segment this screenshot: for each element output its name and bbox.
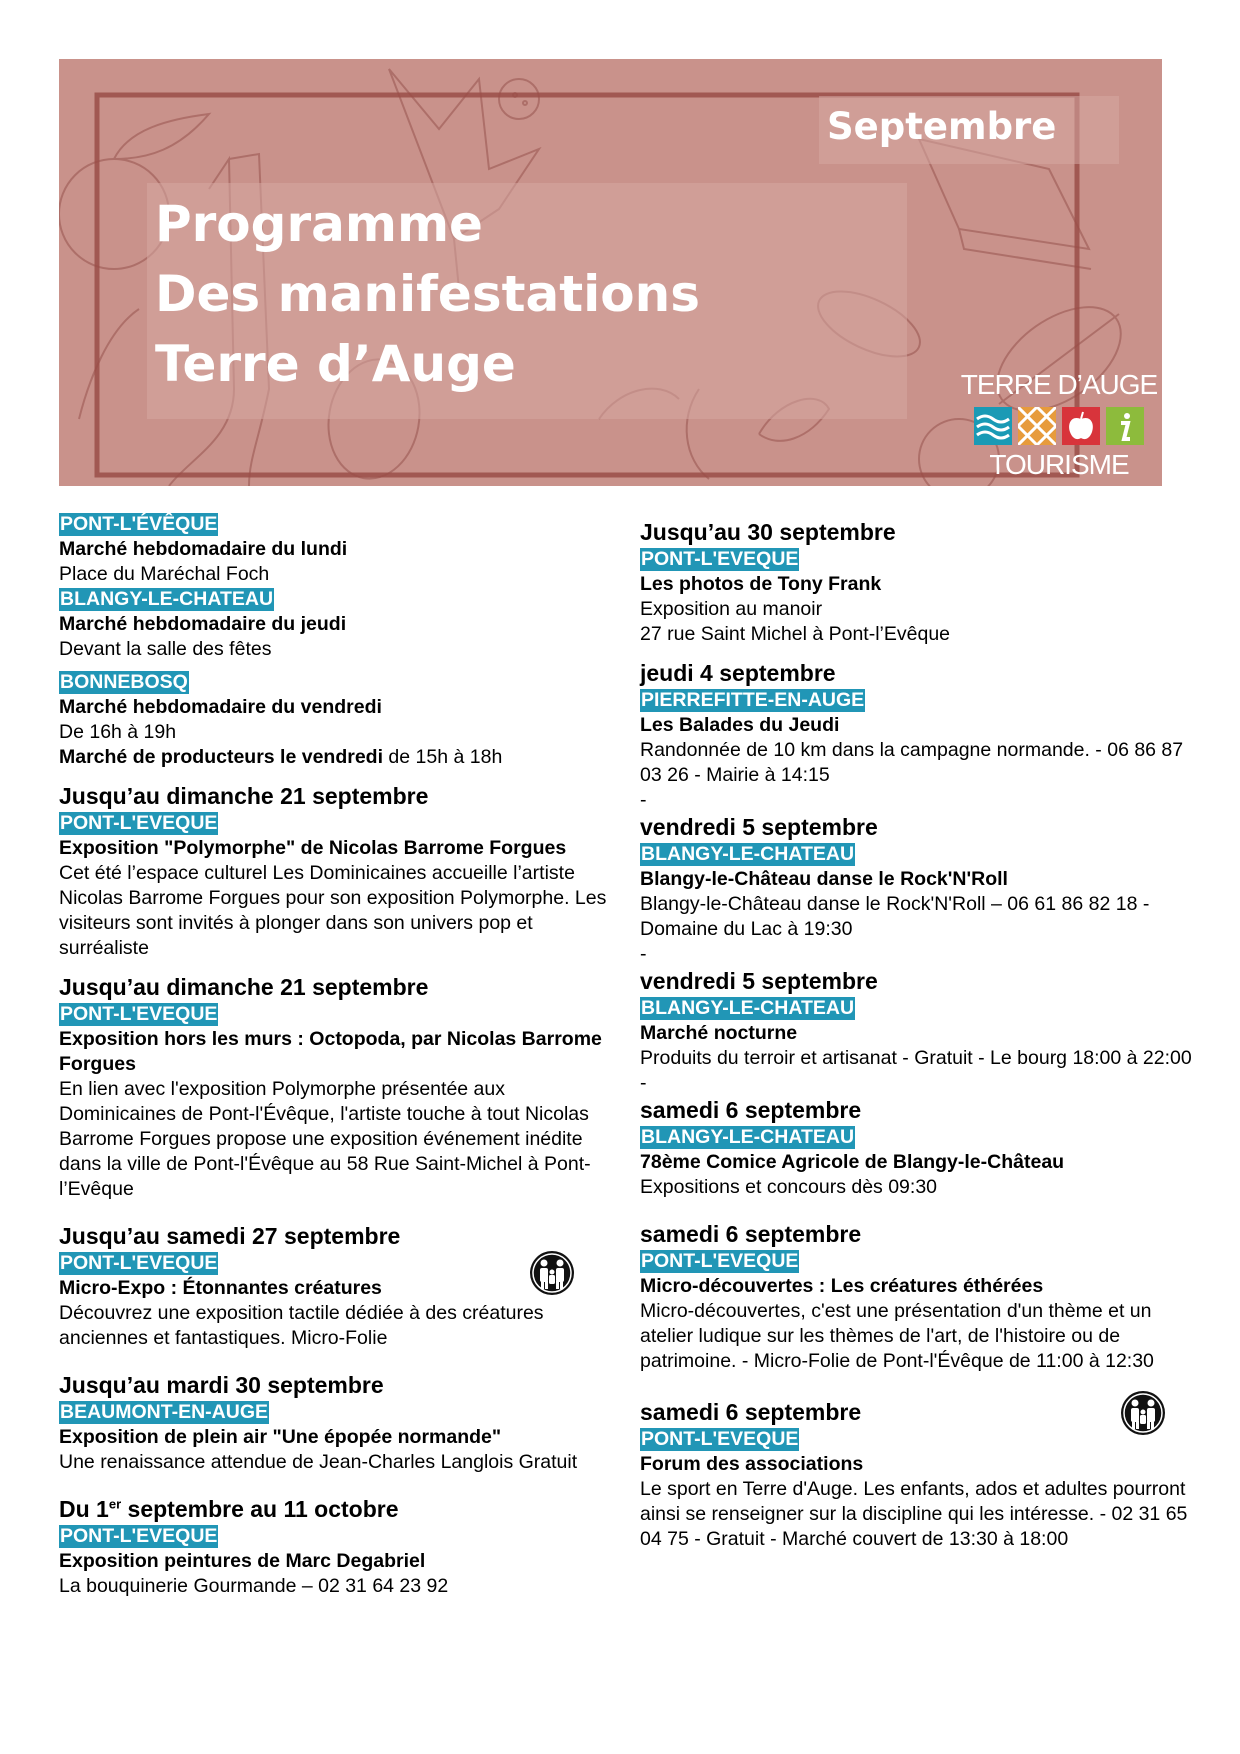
- event-description: Cet été l’espace culturel Les Dominicaines accueille l’artiste Nicolas Barrome Forgues pour son exposition Polymorphe. Les visiteurs sont invités à plonger dans son univers pop et surréaliste: [59, 862, 607, 959]
- separator: -: [640, 789, 647, 811]
- event-title: Exposition peintures de Marc Degabriel: [59, 1550, 426, 1572]
- event-polymorphe: [59, 782, 619, 961]
- basket-weave-icon: [1018, 407, 1056, 445]
- event-description: Place du Maréchal Foch: [59, 563, 270, 585]
- event-title: Exposition hors les murs : Octopoda, par Nicolas Barrome Forgues: [59, 1028, 602, 1075]
- info-icon: [1106, 407, 1144, 445]
- right-column: [640, 518, 1200, 1564]
- date-text: Du 1: [59, 1496, 109, 1522]
- location-badge: PONT-L'EVEQUE: [641, 548, 799, 570]
- event-description: Devant la salle des fêtes: [59, 638, 272, 660]
- header-banner: [59, 59, 1162, 486]
- event-balades-jeudi: [640, 659, 1200, 813]
- event-description: De 16h à 19h: [59, 721, 177, 743]
- event-title: Micro-découvertes : Les créatures éthérées: [640, 1275, 1044, 1297]
- date-text: septembre au 11 octobre: [121, 1496, 399, 1522]
- location-badge: BLANGY-LE-CHATEAU: [641, 997, 855, 1019]
- event-date: Jusqu’au mardi 30 septembre: [59, 1372, 384, 1398]
- location-badge: PONT-L'ÉVÊQUE: [60, 513, 218, 535]
- left-column: [59, 512, 619, 1611]
- event-description: 27 rue Saint Michel à Pont-l’Evêque: [640, 623, 951, 645]
- event-date: samedi 6 septembre: [640, 1097, 862, 1123]
- title-line-1: Programme: [155, 195, 483, 253]
- location-badge: PONT-L'EVEQUE: [60, 1252, 218, 1274]
- event-title: Micro-Expo : Étonnantes créatures: [59, 1277, 382, 1299]
- location-badge: PONT-L'EVEQUE: [60, 1525, 218, 1547]
- location-badge: BLANGY-LE-CHATEAU: [641, 1126, 855, 1148]
- location-badge: PONT-L'EVEQUE: [60, 812, 218, 834]
- event-title: Les photos de Tony Frank: [640, 573, 882, 595]
- event-title: Marché hebdomadaire du vendredi: [59, 696, 382, 718]
- event-marc-degabriel: [59, 1495, 619, 1599]
- event-title: 78ème Comice Agricole de Blangy-le-Château: [640, 1151, 1065, 1173]
- event-comice-agricole: [640, 1096, 1200, 1200]
- event-octopoda: [59, 973, 619, 1202]
- event-description: Randonnée de 10 km dans la campagne normande. - 06 86 87 03 26 - Mairie à 14:15: [640, 739, 1184, 786]
- event-description: Micro-découvertes, c'est une présentation d'un thème et un atelier ludique sur les thèmes de l'art, de l'histoire ou de patrimoine. - Micro-Folie de Pont-l'Évêque de 11:00 à 12:30: [640, 1300, 1154, 1372]
- month-label: Septembre: [827, 105, 1057, 148]
- waves-icon: [974, 407, 1012, 445]
- event-micro-expo: [59, 1222, 619, 1351]
- location-badge: BONNEBOSQ: [60, 671, 188, 693]
- event-tony-frank: [640, 518, 1200, 647]
- event-title: Les Balades du Jeudi: [640, 714, 840, 736]
- event-title: Exposition "Polymorphe" de Nicolas Barrome Forgues: [59, 837, 567, 859]
- event-description: En lien avec l'exposition Polymorphe présentée aux Dominicaines de Pont-l'Évêque, l'artiste touche à tout Nicolas Barrome Forgues propose une exposition événement inédite dans la ville de Pont-l'Évêque au 58 Rue Saint-Michel à Pont-l’Evêque: [59, 1078, 591, 1200]
- event-description: Blangy-le-Château danse le Rock'N'Roll – 06 61 86 82 18 - Domaine du Lac à 19:30: [640, 893, 1150, 940]
- event-date: Jusqu’au samedi 27 septembre: [59, 1223, 401, 1249]
- event-description: de 15h à 18h: [383, 746, 503, 768]
- event-date: Jusqu’au 30 septembre: [640, 519, 896, 545]
- separator: -: [640, 943, 647, 965]
- location-badge: PONT-L'EVEQUE: [641, 1250, 799, 1272]
- event-description: Une renaissance attendue de Jean-Charles Langlois Gratuit: [59, 1451, 578, 1473]
- event-marche-nocturne: [640, 967, 1200, 1096]
- logo-bottom-text: TOURISME: [989, 449, 1129, 480]
- event-date: Jusqu’au dimanche 21 septembre: [59, 783, 429, 809]
- title-line-2: Des manifestations: [155, 265, 700, 323]
- terre-dauge-logo: [959, 369, 1159, 481]
- event-date: vendredi 5 septembre: [640, 968, 878, 994]
- weekly-markets: [59, 512, 619, 770]
- event-title: Marché hebdomadaire du lundi: [59, 538, 348, 560]
- family-icon: [1120, 1390, 1166, 1436]
- event-title: Exposition de plein air "Une épopée normande": [59, 1426, 502, 1448]
- event-description: Découvrez une exposition tactile dédiée à des créatures anciennes et fantastiques. Micro-Folie: [59, 1302, 544, 1349]
- event-title: Marché de producteurs le vendredi: [59, 746, 384, 768]
- event-description: Exposition au manoir: [640, 598, 823, 620]
- event-date: [59, 1495, 619, 1524]
- event-title: Marché hebdomadaire du jeudi: [59, 613, 347, 635]
- location-badge: BLANGY-LE-CHATEAU: [60, 588, 274, 610]
- date-superscript: er: [108, 1496, 122, 1512]
- event-title: Blangy-le-Château danse le Rock'N'Roll: [640, 868, 1008, 890]
- event-epopee-normande: [59, 1371, 619, 1475]
- event-title: Forum des associations: [640, 1453, 864, 1475]
- event-date: vendredi 5 septembre: [640, 814, 878, 840]
- title-line-3: Terre d’Auge: [155, 335, 516, 393]
- location-badge: PIERREFITTE-EN-AUGE: [641, 689, 865, 711]
- location-badge: BLANGY-LE-CHATEAU: [641, 843, 855, 865]
- location-badge: BEAUMONT-EN-AUGE: [60, 1401, 268, 1423]
- family-icon: [529, 1250, 575, 1296]
- event-description: La bouquinerie Gourmande – 02 31 64 23 92: [59, 1575, 449, 1597]
- event-title: Marché nocturne: [640, 1022, 798, 1044]
- logo-top-text: TERRE D’AUGE: [960, 369, 1158, 400]
- event-description: Expositions et concours dès 09:30: [640, 1176, 938, 1198]
- event-rock-n-roll: [640, 813, 1200, 967]
- event-date: jeudi 4 septembre: [640, 660, 836, 686]
- location-badge: PONT-L'EVEQUE: [641, 1428, 799, 1450]
- event-description: Le sport en Terre d'Auge. Les enfants, ados et adultes pourront ainsi se renseigner sur la discipline qui les intéresse. - 02 31 65 04 75 - Gratuit - Marché couvert de 13:30 à 18:00: [640, 1478, 1188, 1550]
- event-date: Jusqu’au dimanche 21 septembre: [59, 974, 429, 1000]
- event-description: Produits du terroir et artisanat - Gratuit - Le bourg 18:00 à 22:00: [640, 1047, 1192, 1069]
- event-micro-decouvertes: [640, 1220, 1200, 1374]
- event-date: samedi 6 septembre: [640, 1221, 862, 1247]
- event-date: samedi 6 septembre: [640, 1399, 862, 1425]
- location-badge: PONT-L'EVEQUE: [60, 1003, 218, 1025]
- event-forum-associations: [640, 1398, 1200, 1552]
- apple-icon: [1062, 407, 1100, 445]
- separator: -: [640, 1072, 647, 1094]
